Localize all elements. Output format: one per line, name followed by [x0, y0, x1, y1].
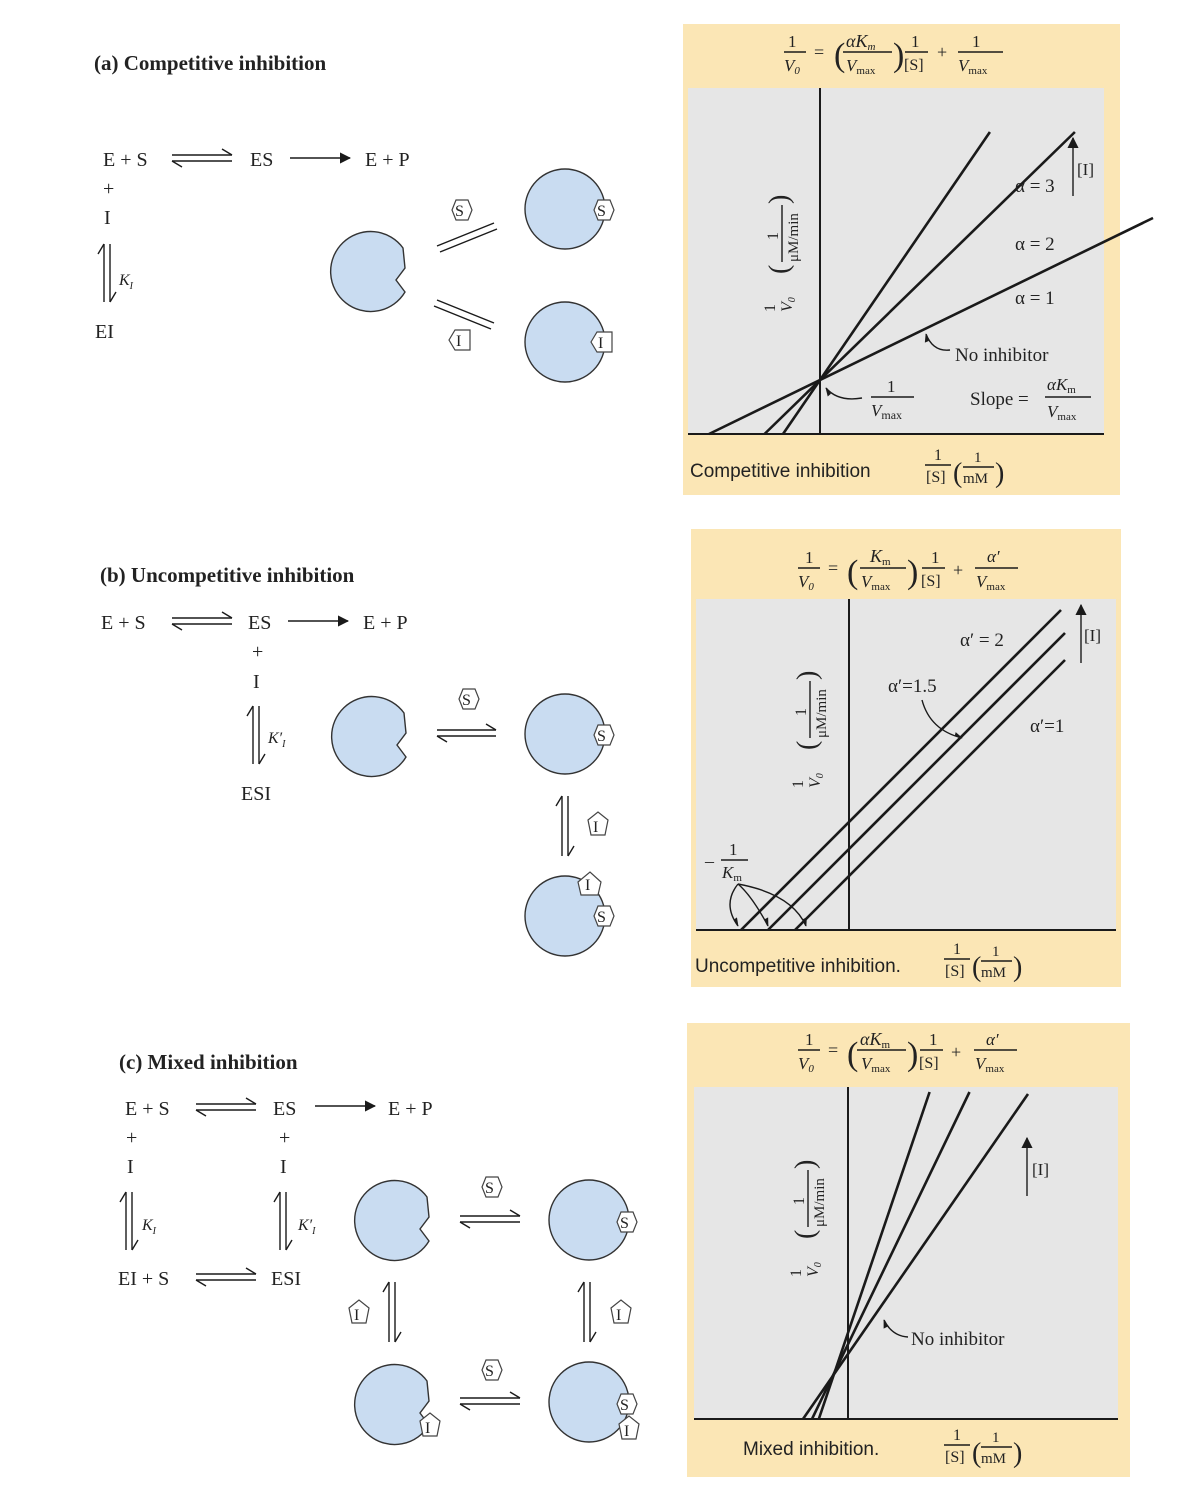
- y-unit-num: 1: [765, 232, 782, 240]
- panel-a: [94, 24, 1153, 495]
- enzyme-esi-c: [549, 1362, 629, 1442]
- eqb-vmax: Vmax: [861, 572, 891, 593]
- y-label-paren-close-c: ): [790, 1159, 821, 1169]
- y-label-num: 1: [762, 304, 779, 312]
- eqb-lhs-den: V0: [798, 572, 814, 593]
- x-label-den-c: [S]: [945, 1449, 965, 1466]
- scheme-b-plus: +: [252, 641, 264, 663]
- y-label-v0-c: V0: [805, 1262, 824, 1277]
- y-label-num-b: 1: [790, 780, 807, 788]
- y-label-paren-close-b: ): [792, 670, 823, 680]
- scheme-ei: EI: [95, 321, 114, 343]
- x-intercept-den: Km: [722, 863, 742, 884]
- increasing-i-label-c: [I]: [1032, 1160, 1049, 1179]
- increasing-i-label-a: [I]: [1077, 160, 1094, 179]
- eqc-vmax-2: Vmax: [975, 1054, 1005, 1075]
- eqc-one: 1: [929, 1030, 938, 1049]
- substrate-label: S: [455, 203, 464, 220]
- eq-s: [S]: [904, 57, 924, 74]
- eqc-plus: +: [951, 1042, 962, 1062]
- slope-num: αKm: [1047, 375, 1076, 396]
- inhibitor-label-c2: I: [616, 1307, 622, 1324]
- y-label-v0: V0: [779, 297, 798, 312]
- scheme-e-plus-p: E + P: [365, 149, 410, 171]
- y-unit-den-b: μM/min: [814, 689, 830, 738]
- eqb-paren-close: ): [907, 554, 919, 591]
- x-label-num: 1: [934, 447, 942, 464]
- y-label-num-c: 1: [788, 1269, 805, 1277]
- y-label-paren-close: ): [764, 194, 795, 204]
- eqc-paren-close: ): [907, 1036, 919, 1073]
- eqc-vmax: Vmax: [861, 1054, 891, 1075]
- y-label-paren-c: (: [790, 1229, 821, 1239]
- x-unit-num: 1: [974, 450, 982, 466]
- scheme-c-inhibitor-1: I: [127, 1156, 134, 1178]
- enzyme-ei-c: [355, 1365, 429, 1445]
- scheme-b-inhibitor: I: [253, 671, 260, 693]
- y-unit-num-b: 1: [793, 708, 810, 716]
- bound-inhibitor-label: I: [598, 335, 604, 352]
- eqb-equals: =: [828, 558, 839, 578]
- eqb-s: [S]: [921, 573, 941, 590]
- eqb-km: Km: [870, 546, 891, 568]
- eqc-lhs-den: V0: [798, 1054, 814, 1075]
- scheme-c-plus-1: +: [126, 1127, 138, 1149]
- scheme-b-e-plus-s: E + S: [101, 612, 146, 634]
- eqc-alpha-km: αKm: [860, 1029, 891, 1051]
- y-unit-num-c: 1: [791, 1197, 808, 1205]
- scheme-inhibitor: I: [104, 207, 111, 229]
- x-label-paren-close: ): [995, 458, 1005, 489]
- enzyme-free: [331, 232, 405, 312]
- bound-substrate-label-b2: S: [597, 909, 606, 926]
- scheme-c-ei-plus-s: EI + S: [118, 1268, 170, 1290]
- caption-uncompetitive: Uncompetitive inhibition.: [695, 956, 901, 977]
- heading-uncompetitive: (b) Uncompetitive inhibition: [100, 563, 355, 587]
- scheme-c-inhibitor-2: I: [280, 1156, 287, 1178]
- x-unit-den: mM: [963, 471, 989, 487]
- eq-alpha-km: αKm: [846, 31, 876, 53]
- intercept-num: 1: [887, 377, 896, 396]
- y-unit-den: μM/min: [786, 213, 802, 262]
- scheme-e-plus-s: E + S: [103, 149, 148, 171]
- eq-lhs-den: V0: [784, 56, 800, 77]
- eqc-s: [S]: [919, 1055, 939, 1072]
- eqb-plus: +: [953, 560, 964, 580]
- label-alpha-prime-15: α′=1.5: [888, 676, 937, 697]
- eqc-paren-open: (: [847, 1036, 859, 1073]
- constant-ki-prime: $K'_I$: [268, 730, 286, 750]
- substrate-label-c2: S: [485, 1363, 494, 1380]
- scheme-c-plus-2: +: [279, 1127, 291, 1149]
- bound-substrate-label-b: S: [597, 728, 606, 745]
- eq-one-b: 1: [972, 32, 981, 51]
- intercept-den: Vmax: [871, 401, 903, 422]
- enzyme-es-b: [525, 694, 605, 774]
- eq-plus: +: [937, 42, 948, 62]
- enzyme-es: [525, 169, 605, 249]
- eq-vmax-a: Vmax: [846, 56, 876, 77]
- x-label-paren-c: (: [972, 1438, 982, 1469]
- y-label-paren: (: [764, 264, 795, 274]
- increasing-i-label-b: [I]: [1084, 626, 1101, 645]
- enzyme-free-c: [355, 1181, 429, 1261]
- eqc-equals: =: [828, 1040, 839, 1060]
- eqb-vmax-2: Vmax: [976, 572, 1006, 593]
- inhibitor-label-b: I: [593, 819, 599, 836]
- scheme-c-es: ES: [273, 1098, 297, 1120]
- eqb-one: 1: [931, 548, 940, 567]
- scheme-c-esi: ESI: [271, 1268, 301, 1290]
- bound-substrate-label: S: [597, 203, 606, 220]
- slope-label: Slope =: [970, 389, 1029, 410]
- eqc-lhs-num: 1: [805, 1030, 814, 1049]
- equilibrium-arrow-ei: [98, 244, 116, 302]
- x-unit-den-b: mM: [981, 965, 1007, 981]
- x-unit-num-c: 1: [992, 1430, 1000, 1446]
- bound-substrate-label-c2: S: [620, 1397, 629, 1414]
- scheme-c-e-plus-p: E + P: [388, 1098, 433, 1120]
- bound-inhibitor-label-c2: I: [624, 1423, 630, 1440]
- equilibrium-arrow-es: [172, 149, 232, 167]
- enzyme-free-b: [332, 697, 406, 777]
- substrate-label-b: S: [462, 692, 471, 709]
- x-label-den-b: [S]: [945, 963, 965, 980]
- scheme-c-e-plus-s: E + S: [125, 1098, 170, 1120]
- eq-paren-close: ): [893, 37, 905, 74]
- constant-ki: $K_I$: [119, 272, 134, 292]
- bound-inhibitor-label-c: I: [425, 1420, 431, 1437]
- label-alpha-prime-2: α′ = 2: [960, 630, 1004, 651]
- bound-substrate-label-c: S: [620, 1215, 629, 1232]
- eq-lhs-num: 1: [788, 32, 797, 51]
- x-unit-num-b: 1: [992, 944, 1000, 960]
- eq-one: 1: [911, 32, 920, 51]
- cartoon-a: [331, 169, 614, 382]
- cartoon-c: [349, 1177, 639, 1445]
- x-label-paren-close-c: ): [1013, 1438, 1023, 1469]
- scheme-b-esi: ESI: [241, 783, 271, 805]
- x-label-paren-close-b: ): [1013, 952, 1023, 983]
- x-label-num-c: 1: [953, 1427, 961, 1444]
- x-label-num-b: 1: [953, 941, 961, 958]
- label-alpha-1: α = 1: [1015, 288, 1055, 309]
- label-alpha-3: α = 3: [1015, 176, 1055, 197]
- heading-competitive: (a) Competitive inhibition: [94, 51, 327, 75]
- x-intercept-sign: –: [705, 851, 714, 871]
- scheme-b-es: ES: [248, 612, 272, 634]
- y-label-paren-b: (: [792, 740, 823, 750]
- eq-vmax-b: Vmax: [958, 56, 988, 77]
- constant-ki-c: $K_I$: [142, 1217, 157, 1237]
- eqb-paren-open: (: [847, 554, 859, 591]
- y-label-v0-b: V0: [807, 773, 826, 788]
- label-alpha-prime-1: α′=1: [1030, 716, 1065, 737]
- y-unit-den-c: μM/min: [812, 1178, 828, 1227]
- caption-mixed: Mixed inhibition.: [743, 1439, 880, 1460]
- inhibitor-label: I: [456, 333, 462, 350]
- heading-mixed: (c) Mixed inhibition: [119, 1050, 298, 1074]
- panel-b: [100, 529, 1121, 987]
- eq-paren-open: (: [834, 37, 846, 74]
- eqb-alpha-prime: α′: [987, 547, 1000, 566]
- slope-den: Vmax: [1047, 402, 1077, 423]
- constant-ki-prime-c: $K'_I$: [298, 1217, 316, 1237]
- eq-equals: =: [814, 42, 825, 62]
- x-label-den: [S]: [926, 469, 946, 486]
- substrate-label-c: S: [485, 1180, 494, 1197]
- eqb-lhs-num: 1: [805, 548, 814, 567]
- label-alpha-2: α = 2: [1015, 234, 1055, 255]
- eqc-alpha-prime: α′: [986, 1030, 999, 1049]
- equilibrium-arrow-i: [434, 300, 494, 329]
- plot-a: [688, 88, 1104, 434]
- caption-competitive: Competitive inhibition: [690, 461, 871, 482]
- cartoon-b: [332, 689, 614, 956]
- x-label-paren-b: (: [972, 952, 982, 983]
- scheme-plus: +: [103, 178, 115, 200]
- x-intercept-num: 1: [729, 840, 738, 859]
- label-no-inhibitor-c: No inhibitor: [911, 1329, 1005, 1350]
- inhibitor-label-c1: I: [354, 1307, 360, 1324]
- x-label-paren: (: [953, 458, 963, 489]
- equilibrium-arrow-s: [437, 223, 497, 252]
- scheme-b-e-plus-p: E + P: [363, 612, 408, 634]
- bound-inhibitor-label-b: I: [585, 877, 591, 894]
- scheme-es: ES: [250, 149, 274, 171]
- panel-c: [118, 1023, 1130, 1477]
- x-unit-den-c: mM: [981, 1451, 1007, 1467]
- enzyme-es-c: [549, 1180, 629, 1260]
- plot-c: [694, 1087, 1118, 1419]
- label-no-inhibitor-a: No inhibitor: [955, 345, 1049, 366]
